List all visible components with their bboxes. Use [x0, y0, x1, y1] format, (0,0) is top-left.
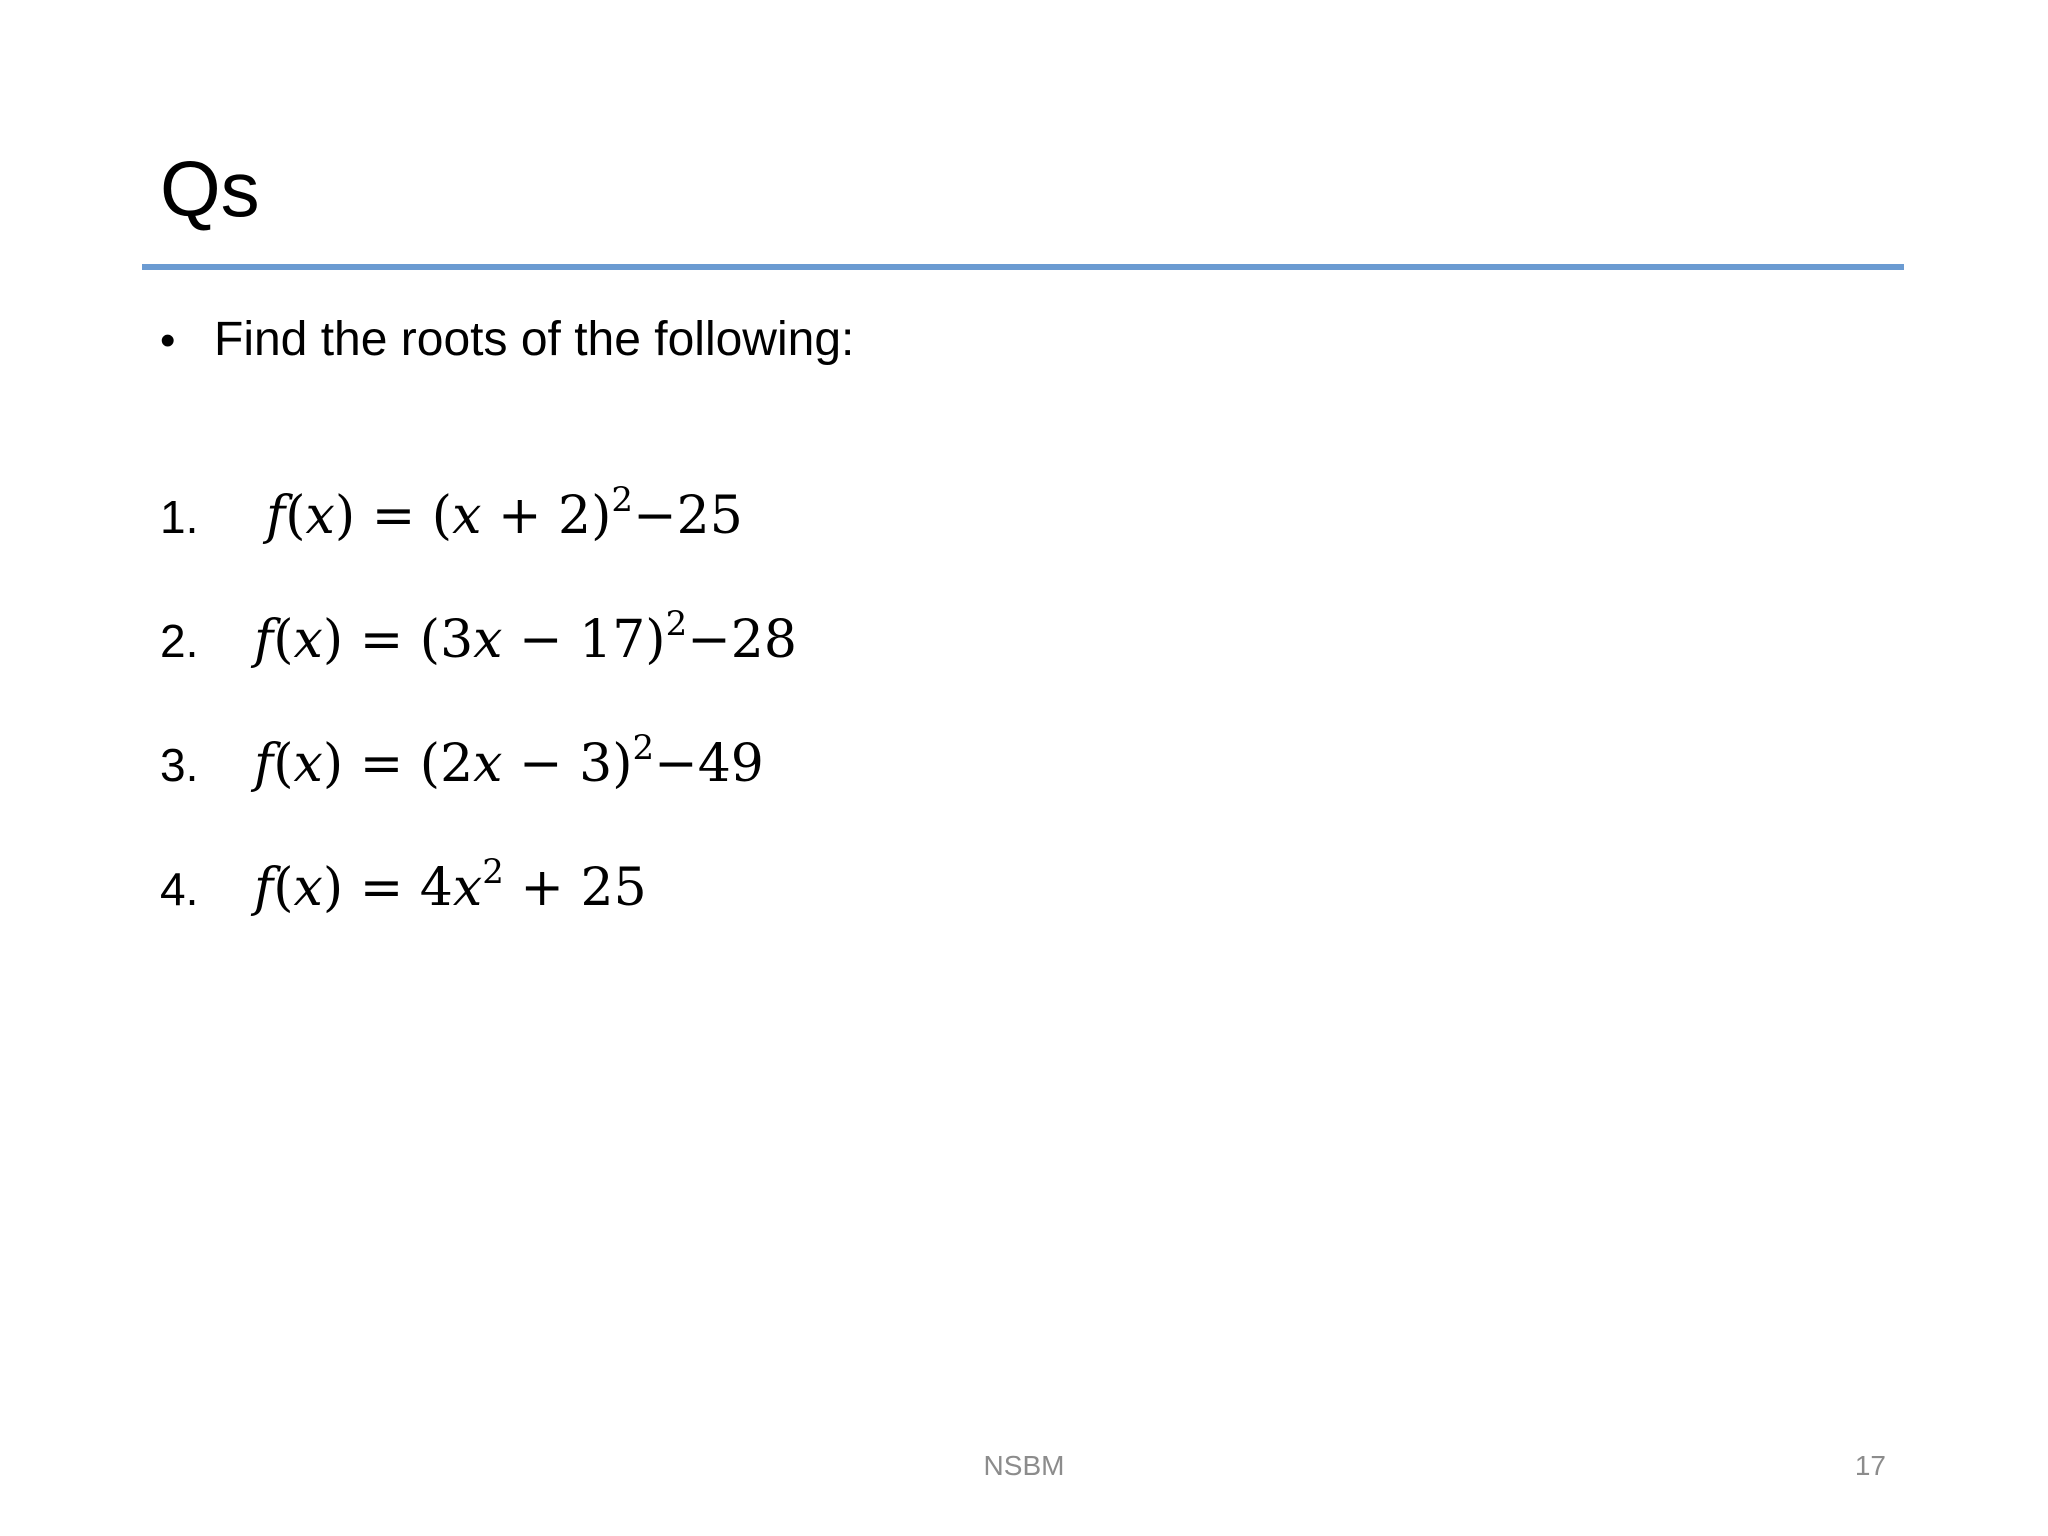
- footer-label: NSBM: [983, 1450, 1065, 1481]
- title-underline: [142, 264, 1904, 270]
- problem-item-1: [160, 480, 743, 546]
- problem-number: 2.: [160, 615, 199, 667]
- problem-equation: $f(x) = 4x^2 + 25$: [254, 852, 647, 918]
- problem-number: 1.: [160, 491, 199, 543]
- problem-item-3: [160, 728, 764, 794]
- problem-equation: $f(x) = (x + 2)^2-25$: [266, 480, 743, 546]
- problem-equation: $f(x) = (3x - 17)^2-28$: [254, 604, 797, 670]
- slide-title: Qs: [160, 145, 260, 233]
- problem-item-2: [160, 604, 797, 670]
- problem-number: 3.: [160, 739, 199, 791]
- page-number: 17: [1854, 1450, 1886, 1481]
- problem-item-4: [160, 852, 647, 918]
- bullet-icon: •: [160, 316, 176, 365]
- problem-number: 4.: [160, 863, 199, 915]
- bullet-text: Find the roots of the following:: [214, 313, 855, 366]
- bullet-item: [160, 312, 854, 367]
- problem-equation: $f(x) = (2x - 3)^2-49$: [254, 728, 764, 794]
